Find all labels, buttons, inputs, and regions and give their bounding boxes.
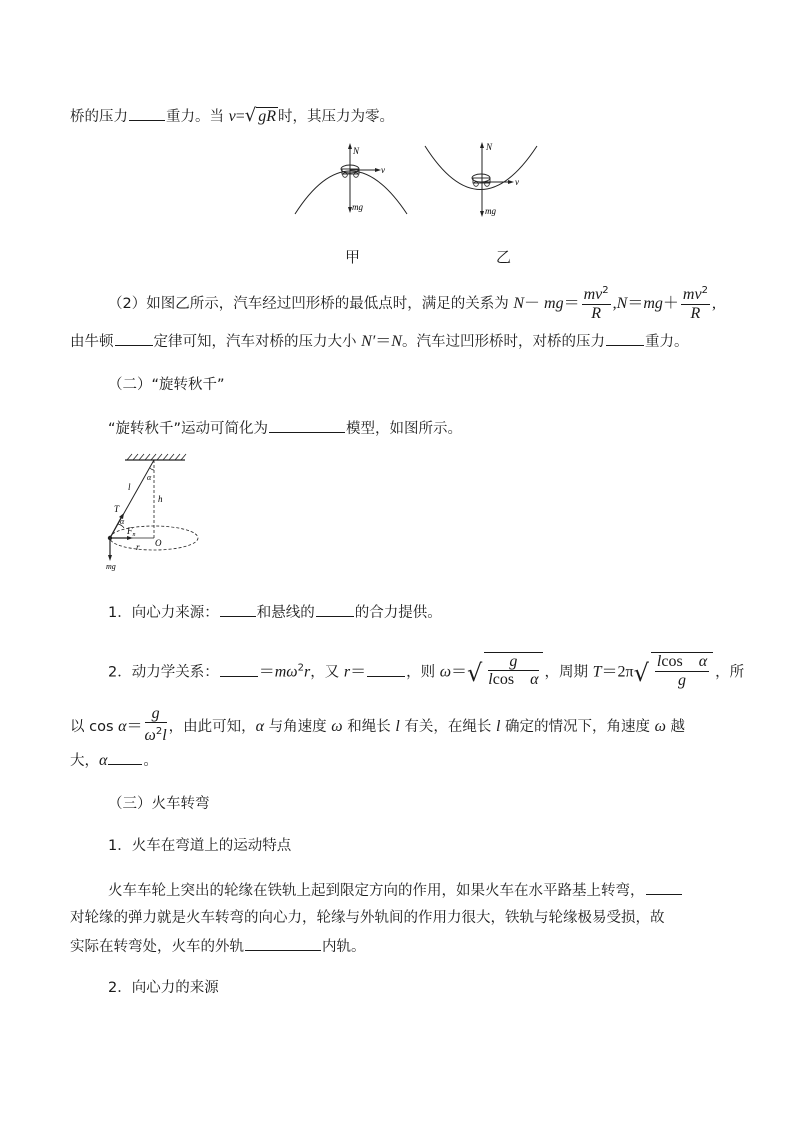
blank: [606, 331, 644, 346]
paragraph-4-line-3: 实际在转弯处，火车的外轨 内轨。: [70, 936, 366, 957]
sqrt-symbol: √: [244, 105, 257, 126]
paragraph-2-line-2: 由牛顿 定律可知，汽车对桥的压力大小 N′＝N。汽车过凹形桥时，对桥的压力 重力。: [70, 333, 689, 350]
velocity-label-left: v: [381, 165, 385, 175]
center-label: O: [155, 538, 162, 548]
normal-force-label-right: N: [486, 142, 493, 152]
item-2-line-1: 2．动力学关系： $=m\omega^2r$，又 r＝ ，则 ω＝√ $\frac{g}{\text{lcos α}}$ ，周期 T＝2π√ $\frac{\text{lcos α}}{g}$ ，所: [108, 653, 745, 689]
fraction-g-over-w2l: $\frac{g}{\omega^2l}$: [144, 705, 167, 744]
item-4: 2．向心力的来源: [108, 980, 219, 996]
item-3: 1．火车在弯道上的运动特点: [108, 838, 292, 854]
car-right: [472, 174, 490, 186]
height-label: h: [158, 494, 163, 504]
item-1: 1．向心力来源： 和悬线的 的合力提供。: [108, 602, 442, 623]
blank: [269, 418, 345, 433]
fraction-lcos-over-g: $\frac{\text{lcos α}}{g}$: [651, 652, 713, 689]
fraction-mv2-over-r-2: $\frac{mv^2}{R}$: [681, 282, 710, 322]
sqrt-gr: gR: [258, 108, 277, 125]
blank: [316, 602, 354, 617]
tension-label: T: [114, 504, 120, 514]
item-2-line-3: 大，α 。: [70, 752, 158, 769]
paragraph-2-line-1: （2）如图乙所示，汽车经过凹形桥的最低点时，满足的关系为 N－ mg＝ $\frac{mv^2}{R}$ ,N＝mg＋ $\frac{mv^2}{R}$ ,: [108, 284, 716, 324]
conical-pendulum-figure: [100, 452, 210, 577]
weight-label-right: mg: [485, 206, 496, 216]
alpha-label-top: α: [147, 473, 152, 482]
section-heading-3: （三）火车转弯: [108, 796, 210, 812]
figure-caption-left: 甲: [345, 248, 361, 266]
length-label: l: [128, 482, 131, 492]
sqrt-symbol: √: [467, 658, 483, 687]
section-heading-2: （二）“旋转秋千”: [108, 377, 225, 393]
normal-force-label-left: N: [353, 146, 360, 156]
paragraph-4-line-2: 对轮缘的弹力就是火车转弯的向心力，轮缘与外轨间的作用力很大，铁轨与轮缘极易受损，故: [70, 910, 665, 926]
blank: [108, 750, 142, 765]
fraction-g-over-lcos: $\frac{g}{\text{lcos α}}$: [484, 652, 542, 689]
radius-label: r: [136, 542, 140, 552]
blank: [245, 936, 321, 951]
blank: [220, 602, 256, 617]
figure-caption-right: 乙: [496, 248, 512, 266]
fraction-mv2-over-r: $\frac{mv^2}{R}$: [582, 282, 611, 322]
centripetal-force-label: $F_n$: [127, 526, 136, 538]
velocity-label-right: v: [515, 177, 519, 187]
alpha-label-bob: α: [120, 517, 125, 526]
paragraph-3: “旋转秋千”运动可简化为 模型，如图所示。: [108, 418, 462, 439]
weight-label-left: mg: [352, 202, 363, 212]
blank: [646, 880, 682, 895]
blank: [115, 331, 153, 346]
weight-label: mg: [106, 562, 116, 571]
blank: [220, 662, 258, 677]
text-line-1: 桥的压力 重力。当 v=√ gR 时，其压力为零。: [70, 105, 395, 126]
paragraph-4-line-1: 火车车轮上突出的轮缘在铁轨上起到限定方向的作用，如果火车在水平路基上转弯，: [108, 880, 683, 901]
item-2-line-2: 以 cos α＝ $\frac{g}{\omega^2l}$ ，由此可知，α 与角速度 ω 和绳长 l 有关，在绳长 l 确定的情况下，角速度 ω 越: [70, 705, 686, 744]
blank: [129, 106, 165, 121]
sqrt-symbol: √: [633, 658, 649, 687]
bridge-figure: [285, 138, 555, 233]
blank: [367, 662, 405, 677]
